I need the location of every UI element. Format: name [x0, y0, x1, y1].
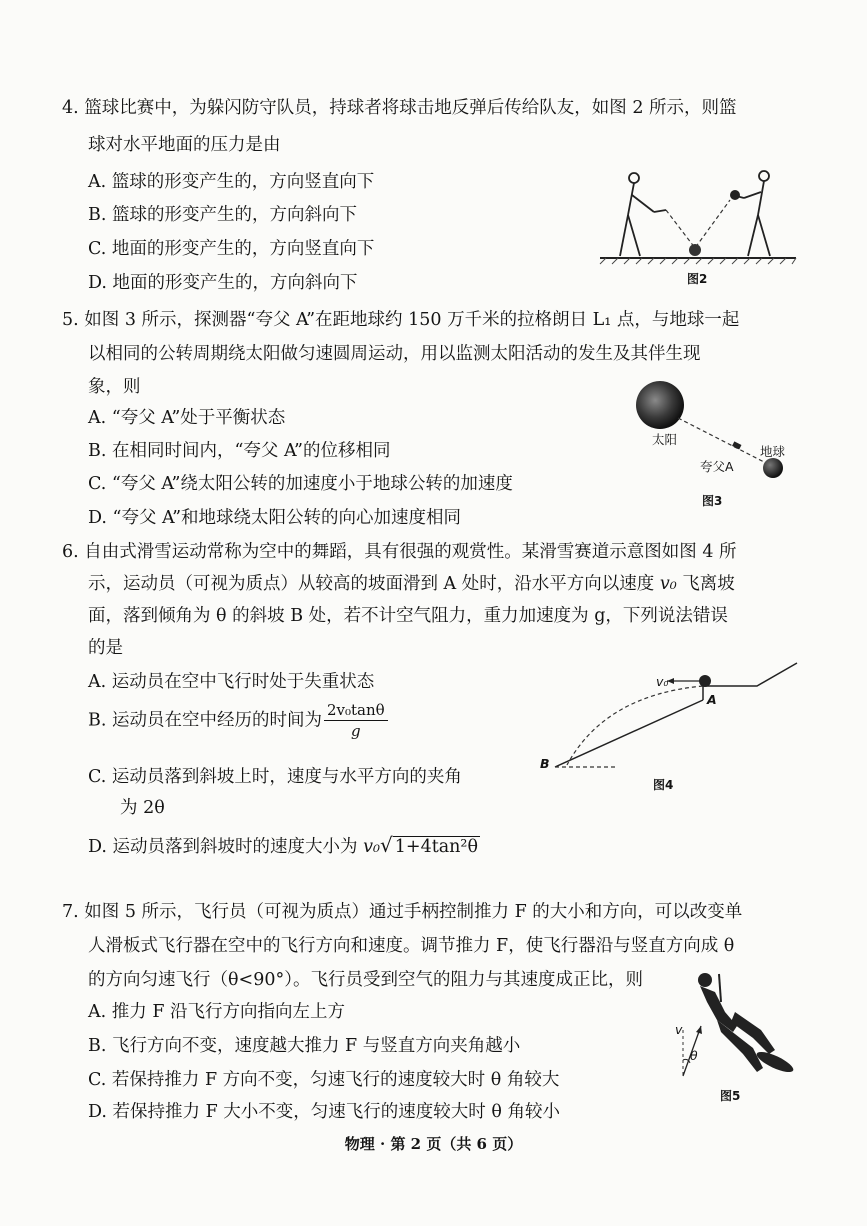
- figure-3-label-earth: 地球: [760, 444, 786, 459]
- flyer-icon: [698, 973, 796, 1076]
- q7-option-b: B. 飞行方向不变，速度越大推力 F 与竖直方向夹角越小: [88, 1036, 521, 1056]
- q6-option-a: A. 运动员在空中飞行时处于失重状态: [88, 672, 375, 692]
- q7-stem-line1: 7. 如图 5 所示，飞行员（可视为质点）通过手柄控制推力 F 的大小和方向，可以改变单: [62, 902, 743, 922]
- q5-option-a: A. “夸父 A”处于平衡状态: [88, 408, 286, 428]
- figure-3-label-probe: 夸父A: [700, 459, 734, 474]
- q6-option-b: B. 运动员在空中经历的时间为 $\frac{\text{2v₀tanθ}}{g}$: [88, 700, 388, 760]
- q7-option-c: C. 若保持推力 F 方向不变，匀速飞行的速度较大时 θ 角较大: [88, 1070, 560, 1090]
- q5-option-c: C. “夸父 A”绕太阳公转的加速度小于地球公转的加速度: [88, 474, 513, 494]
- q6-stem-line3: 面，落到倾角为 θ 的斜坡 B 处，若不计空气阻力，重力加速度为 g，下列说法错误: [88, 606, 728, 626]
- q5-stem-line1: 5. 如图 3 所示，探测器“夸父 A”在距地球约 150 万千米的拉格朗日 L₁ 点，与地球一起: [62, 310, 740, 330]
- q6-option-b-denominator: g: [351, 722, 361, 740]
- q4-option-c: C. 地面的形变产生的，方向竖直向下: [88, 239, 375, 259]
- q4-stem-line2: 球对水平地面的压力是由: [88, 135, 281, 155]
- q7-stem-line3: 的方向匀速飞行（θ<90°）。飞行员受到空气的阻力与其速度成正比，则: [88, 970, 643, 990]
- figure-5-caption: 图5: [720, 1089, 741, 1103]
- q7-option-a: A. 推力 F 沿飞行方向指向左上方: [88, 1002, 346, 1022]
- q4-option-b: B. 篮球的形变产生的，方向斜向下: [88, 205, 357, 225]
- q7-stem-line2: 人滑板式飞行器在空中的飞行方向和速度。调节推力 F，使飞行器沿与竖直方向成 θ: [88, 936, 735, 956]
- figure-4-label-a: A: [707, 692, 717, 707]
- figure-2-basketball: [598, 160, 798, 270]
- q6-option-b-numerator: 2v₀tanθ: [324, 700, 388, 721]
- figure-4-label-b: B: [540, 756, 550, 771]
- earth-icon: [763, 458, 783, 478]
- figure-5-flyer: [665, 968, 800, 1078]
- q5-stem-line3: 象，则: [88, 377, 141, 397]
- q5-stem-line2: 以相同的公转周期绕太阳做匀速圆周运动，用以监测太阳活动的发生及其伴生现: [88, 344, 701, 364]
- q6-stem-line4: 的是: [88, 638, 123, 658]
- sun-icon: [636, 381, 684, 429]
- figure-5-label-v: v: [675, 1022, 683, 1037]
- q4-option-a: A. 篮球的形变产生的，方向竖直向下: [88, 172, 375, 192]
- q6-option-d-radicand: 1+4tan²θ: [394, 837, 478, 857]
- figure-4-label-v0: v₀: [656, 674, 669, 689]
- q7-option-d: D. 若保持推力 F 大小不变，匀速飞行的速度较大时 θ 角较小: [88, 1102, 560, 1122]
- q5-option-b: B. 在相同时间内，“夸父 A”的位移相同: [88, 441, 391, 461]
- q6-stem-line2: 示，运动员（可视为质点）从较高的坡面滑到 A 处时，沿水平方向以速度 v₀ 飞离坡: [88, 574, 735, 594]
- figure-4-caption: 图4: [653, 778, 674, 792]
- q6-option-c-line2: 为 2θ: [120, 798, 165, 818]
- figure-3-label-sun: 太阳: [652, 432, 678, 447]
- page-footer: 物理 · 第 2 页（共 6 页）: [344, 1135, 523, 1153]
- q6-stem-line1: 6. 自由式滑雪运动常称为空中的舞蹈，具有很强的观赏性。某滑雪赛道示意图如图 4 所: [62, 542, 737, 562]
- figure-5-label-theta: θ: [690, 1048, 698, 1063]
- skier-icon: [699, 675, 711, 687]
- figure-4-ski-slope: [535, 655, 820, 775]
- q5-option-d: D. “夸父 A”和地球绕太阳公转的向心加速度相同: [88, 508, 462, 528]
- q6-option-c-line1: C. 运动员落到斜坡上时，速度与水平方向的夹角: [88, 767, 462, 787]
- q4-stem-line1: 4. 篮球比赛中，为躲闪防守队员，持球者将球击地反弹后传给队友，如图 2 所示，则篮: [62, 98, 737, 118]
- q4-option-d: D. 地面的形变产生的，方向斜向下: [88, 273, 358, 293]
- figure-2-caption: 图2: [687, 272, 708, 286]
- figure-3-caption: 图3: [702, 494, 723, 508]
- q6-option-d: D. 运动员落到斜坡时的速度大小为 v₀√ 1+4tan²θ: [88, 833, 478, 857]
